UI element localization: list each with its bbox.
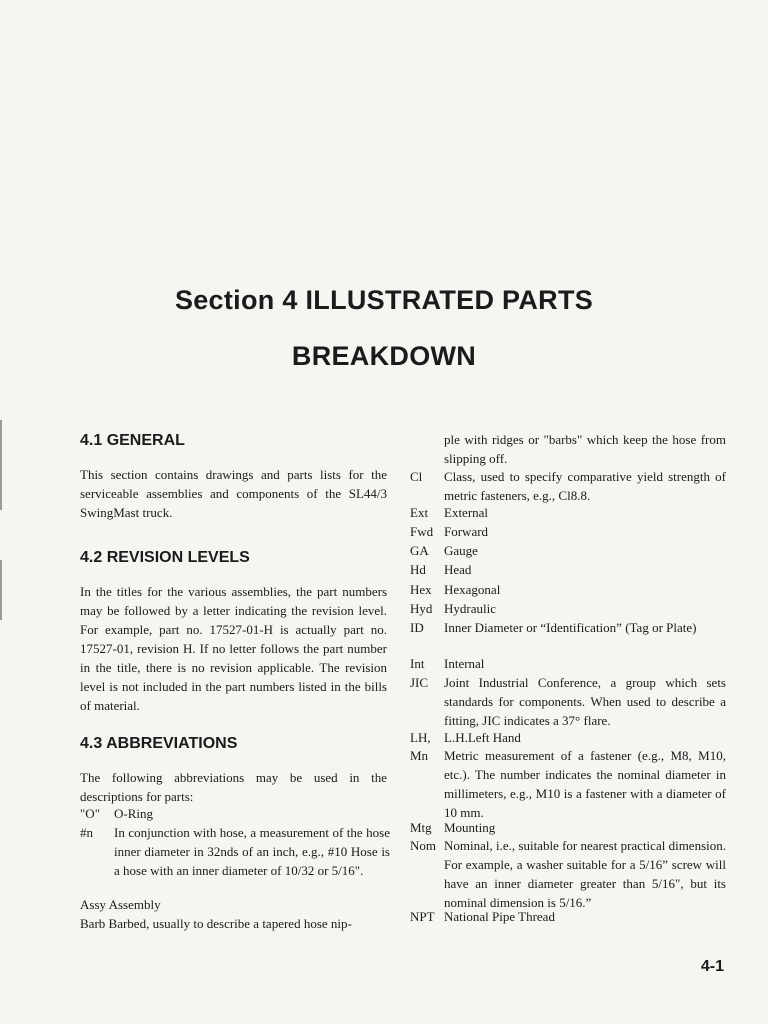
section-text-general: This section contains drawings and parts lists for the serviceable assemblies and components of the SL44/3 SwingMast truck. xyxy=(80,467,387,520)
abbreviation-definition: Assembly xyxy=(108,897,161,912)
section-text-revision-levels: In the titles for the various assemblies, the part numbers may be followed by a letter indicating the revision level. For example, part no. 17527-01-H is actually part no. 17527-01, revision H. If no letter follows the part number in the title, there is no revision applicable. The revision level is not included in the part numbers listed in the bills of material. xyxy=(80,584,387,713)
abbreviation-entry-continued xyxy=(410,430,726,468)
abbreviation-definition: Forward xyxy=(444,524,489,539)
abbreviation-definition: Inner Diameter or “Identification” (Tag or Plate) xyxy=(444,620,697,635)
abbreviation-definition: Barbed, usually to describe a tapered hose nip- xyxy=(108,916,352,931)
abbreviation-term: Int xyxy=(410,656,425,671)
scan-edge-mark xyxy=(0,420,2,510)
abbreviation-entry xyxy=(410,746,726,822)
abbreviation-definition: Gauge xyxy=(444,543,478,558)
page-title-line-2: BREAKDOWN xyxy=(291,341,477,371)
section-heading-revision-levels: 4.2 REVISION LEVELS xyxy=(80,549,250,566)
abbreviation-entry xyxy=(80,823,390,880)
abbreviation-term: Fwd xyxy=(410,524,434,539)
abbreviation-definition: Internal xyxy=(444,656,485,671)
abbreviation-term: Cl xyxy=(410,469,423,484)
abbreviation-term: ID xyxy=(410,620,424,635)
abbreviation-entry xyxy=(410,654,726,673)
abbreviation-term: Hyd xyxy=(410,601,433,616)
abbreviation-entry xyxy=(80,895,390,914)
abbreviation-term: Ext xyxy=(410,505,429,520)
scan-edge-mark xyxy=(0,560,2,620)
abbreviation-entry xyxy=(80,804,390,823)
abbreviation-entry xyxy=(410,541,726,560)
abbreviation-definition: Mounting xyxy=(444,820,496,835)
abbreviation-definition: Hydraulic xyxy=(444,601,496,616)
abbreviation-definition: Hexagonal xyxy=(444,582,501,597)
abbreviation-entry xyxy=(410,818,726,837)
abbreviation-definition: Head xyxy=(444,562,472,577)
abbreviation-entry xyxy=(410,907,726,926)
abbreviation-term: Hd xyxy=(410,562,426,577)
abbreviation-entry xyxy=(410,618,726,637)
abbreviation-term: JIC xyxy=(410,675,429,690)
abbreviation-entry xyxy=(410,836,726,912)
abbreviation-term: #n xyxy=(80,825,93,840)
page-title-line-1: Section 4 ILLUSTRATED PARTS xyxy=(174,285,594,315)
abbreviation-entry xyxy=(410,560,726,579)
abbreviation-definition: In conjunction with hose, a measurement of the hose inner diameter in 32nds of an inch, e.g., #10 Hose is a hose with an inner diameter of 10/32 or 5/16". xyxy=(114,825,390,878)
abbreviation-definition: Class, used to specify comparative yield strength of metric fasteners, e.g., Cl8.8. xyxy=(444,469,726,503)
abbreviation-term: Nom xyxy=(410,838,436,853)
abbreviation-definition: Nominal, i.e., suitable for nearest practical dimension. For example, a washer suitable for a 5/16” screw will have an inner diameter greater than 5/16", but its nominal dimension is 5/16.” xyxy=(444,838,726,910)
section-text-abbreviations: The following abbreviations may be used in the descriptions for parts: xyxy=(80,770,387,804)
abbreviation-entry xyxy=(410,580,726,599)
abbreviation-definition: External xyxy=(444,505,489,520)
abbreviation-term: NPT xyxy=(410,909,435,924)
abbreviation-term: Mtg xyxy=(410,820,432,835)
abbreviation-entry xyxy=(410,728,726,747)
abbreviation-entry xyxy=(410,467,726,505)
page-number: 4-1 xyxy=(700,958,724,975)
abbreviation-definition: Joint Industrial Conference, a group which sets standards for components. When used to describe a fitting, JIC indicates a 37° flare. xyxy=(444,675,726,728)
abbreviation-term: Assy xyxy=(80,897,107,912)
abbreviation-definition: ple with ridges or "barbs" which keep the hose from slipping off. xyxy=(444,432,726,466)
abbreviation-definition: L.H.Left Hand xyxy=(444,730,521,745)
abbreviation-term: Mn xyxy=(410,748,429,763)
abbreviation-entry xyxy=(410,522,726,541)
abbreviation-definition: Metric measurement of a fastener (e.g., M8, M10, etc.). The number indicates the nominal diameter in millimeters, e.g., M10 is a fastener with a diameter of 10 mm. xyxy=(444,748,726,820)
abbreviation-term: GA xyxy=(410,543,429,558)
abbreviation-term: Barb xyxy=(80,916,106,931)
abbreviation-definition: O-Ring xyxy=(114,806,153,821)
abbreviation-term: "O" xyxy=(80,806,101,821)
section-heading-general: 4.1 GENERAL xyxy=(80,432,185,449)
abbreviation-term: Hex xyxy=(410,582,432,597)
abbreviation-entry xyxy=(410,673,726,730)
section-heading-abbreviations: 4.3 ABBREVIATIONS xyxy=(80,735,238,752)
abbreviation-entry xyxy=(80,914,390,933)
abbreviation-term: LH, xyxy=(410,730,431,745)
abbreviation-entry xyxy=(410,599,726,618)
abbreviation-definition: National Pipe Thread xyxy=(444,909,555,924)
abbreviation-entry xyxy=(410,503,726,522)
